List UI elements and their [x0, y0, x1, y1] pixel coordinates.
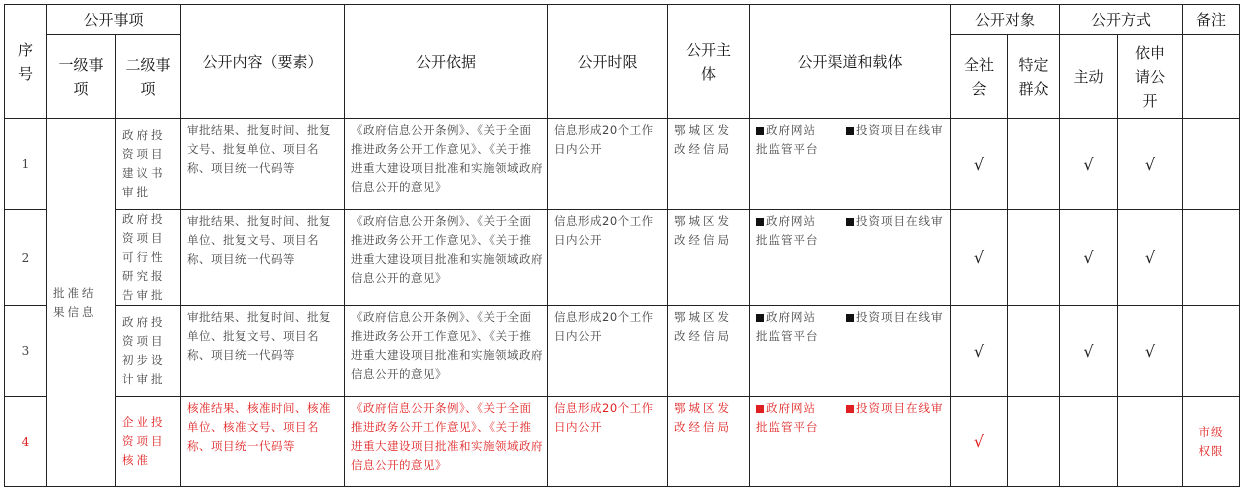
row-seq: 1	[5, 119, 47, 210]
checkmark-icon: √	[1144, 248, 1156, 267]
row-content: 审批结果、批复时间、批复文号、批复单位、项目名称、项目统一代码等	[181, 119, 345, 210]
row-remark: 市级权限	[1183, 397, 1240, 487]
header-subject: 公开主体	[668, 5, 750, 119]
check-all	[951, 210, 1008, 306]
table-row	[5, 119, 1240, 210]
row-time-limit: 信息形成20个工作日内公开	[548, 119, 668, 210]
header-target: 公开对象	[951, 5, 1060, 35]
check-active	[1060, 306, 1118, 397]
check-all	[951, 397, 1008, 487]
row-time-limit: 信息形成20个工作日内公开	[548, 306, 668, 397]
header-target-all: 全社会	[951, 35, 1008, 119]
square-bullet-icon	[756, 127, 764, 135]
check-specific	[1008, 306, 1060, 397]
check-specific	[1008, 397, 1060, 487]
square-bullet-icon	[846, 405, 854, 413]
table-row	[5, 210, 1240, 306]
header-remark: 备注	[1183, 5, 1240, 35]
checkmark-icon: √	[1144, 341, 1156, 361]
channel-platform: 投资项目在线审批监管平台	[756, 401, 944, 434]
channel-platform: 投资项目在线审批监管平台	[756, 123, 944, 156]
row-seq: 3	[5, 306, 47, 397]
row-basis: 《政府信息公开条例》、《关于全面推进政务公开工作意见》、《关于推进重大建设项目批准和实施领域政府信息公开的意见》	[345, 119, 548, 210]
row-basis: 《政府信息公开条例》、《关于全面推进政务公开工作意见》、《关于推进重大建设项目批准和实施领域政府信息公开的意见》	[345, 397, 548, 487]
row-channel	[750, 397, 951, 487]
header-level2: 二级事项	[116, 35, 181, 119]
checkmark-icon: √	[973, 248, 985, 267]
level1-item: 批准结果信息	[47, 119, 116, 487]
row-subject: 鄂城区发改经信局	[668, 210, 750, 306]
row-seq: 4	[5, 397, 47, 487]
row-channel	[750, 306, 951, 397]
header-content: 公开内容（要素）	[181, 5, 345, 119]
header-public-items: 公开事项	[47, 5, 181, 35]
check-apply	[1118, 210, 1183, 306]
row-subject: 鄂城区发改经信局	[668, 119, 750, 210]
row-channel	[750, 119, 951, 210]
channel-platform: 投资项目在线审批监管平台	[756, 310, 944, 343]
header-target-specific: 特定群众	[1008, 35, 1060, 119]
header-time-limit: 公开时限	[548, 5, 668, 119]
checkmark-icon: √	[973, 432, 985, 451]
header-method-apply: 依申请公开	[1118, 35, 1183, 119]
check-apply	[1118, 306, 1183, 397]
square-bullet-icon	[846, 218, 854, 226]
table-row	[5, 397, 1240, 487]
row-time-limit: 信息形成20个工作日内公开	[548, 397, 668, 487]
row-level2: 政府投资项目可行性研究报告审批	[116, 210, 181, 306]
row-content: 核准结果、核准时间、核准单位、核准文号、项目名称、项目统一代码等	[181, 397, 345, 487]
square-bullet-icon	[846, 314, 854, 322]
channel-website: 政府网站	[766, 310, 816, 324]
row-remark	[1183, 210, 1240, 306]
checkmark-icon: √	[1083, 248, 1094, 267]
check-specific	[1008, 119, 1060, 210]
check-all	[951, 306, 1008, 397]
header-remark-empty	[1183, 35, 1240, 119]
check-all	[951, 119, 1008, 210]
checkmark-icon: √	[1083, 154, 1094, 174]
row-content: 审批结果、批复时间、批复单位、批复文号、项目名称、项目统一代码等	[181, 306, 345, 397]
check-specific	[1008, 210, 1060, 306]
check-active	[1060, 397, 1118, 487]
row-remark	[1183, 119, 1240, 210]
checkmark-icon: √	[973, 154, 985, 174]
row-level2: 企业投资项目核准	[116, 397, 181, 487]
header-method-active: 主动	[1060, 35, 1118, 119]
channel-platform: 投资项目在线审批监管平台	[756, 214, 944, 247]
row-level2: 政府投资项目初步设计审批	[116, 306, 181, 397]
row-channel	[750, 210, 951, 306]
square-bullet-icon	[756, 314, 764, 322]
header-seq: 序号	[5, 5, 47, 119]
row-level2: 政府投资项目建议书审批	[116, 119, 181, 210]
row-content: 审批结果、批复时间、批复单位、批复文号、项目名称、项目统一代码等	[181, 210, 345, 306]
header-method: 公开方式	[1060, 5, 1183, 35]
row-subject: 鄂城区发改经信局	[668, 397, 750, 487]
checkmark-icon: √	[973, 341, 985, 361]
disclosure-table	[4, 4, 1240, 487]
header-basis: 公开依据	[345, 5, 548, 119]
header-level1: 一级事项	[47, 35, 116, 119]
row-remark	[1183, 306, 1240, 397]
check-apply	[1118, 119, 1183, 210]
checkmark-icon: √	[1144, 154, 1156, 174]
channel-website: 政府网站	[766, 123, 816, 137]
row-subject: 鄂城区发改经信局	[668, 306, 750, 397]
check-active	[1060, 210, 1118, 306]
row-seq: 2	[5, 210, 47, 306]
channel-website: 政府网站	[766, 214, 816, 228]
check-active	[1060, 119, 1118, 210]
square-bullet-icon	[756, 405, 764, 413]
channel-website: 政府网站	[766, 401, 816, 415]
row-time-limit: 信息形成20个工作日内公开	[548, 210, 668, 306]
square-bullet-icon	[756, 218, 764, 226]
checkmark-icon: √	[1083, 341, 1094, 361]
row-basis: 《政府信息公开条例》、《关于全面推进政务公开工作意见》、《关于推进重大建设项目批准和实施领域政府信息公开的意见》	[345, 306, 548, 397]
header-channel: 公开渠道和载体	[750, 5, 951, 119]
check-apply	[1118, 397, 1183, 487]
square-bullet-icon	[846, 127, 854, 135]
row-basis: 《政府信息公开条例》、《关于全面推进政务公开工作意见》、《关于推进重大建设项目批准和实施领域政府信息公开的意见》	[345, 210, 548, 306]
table-row	[5, 306, 1240, 397]
